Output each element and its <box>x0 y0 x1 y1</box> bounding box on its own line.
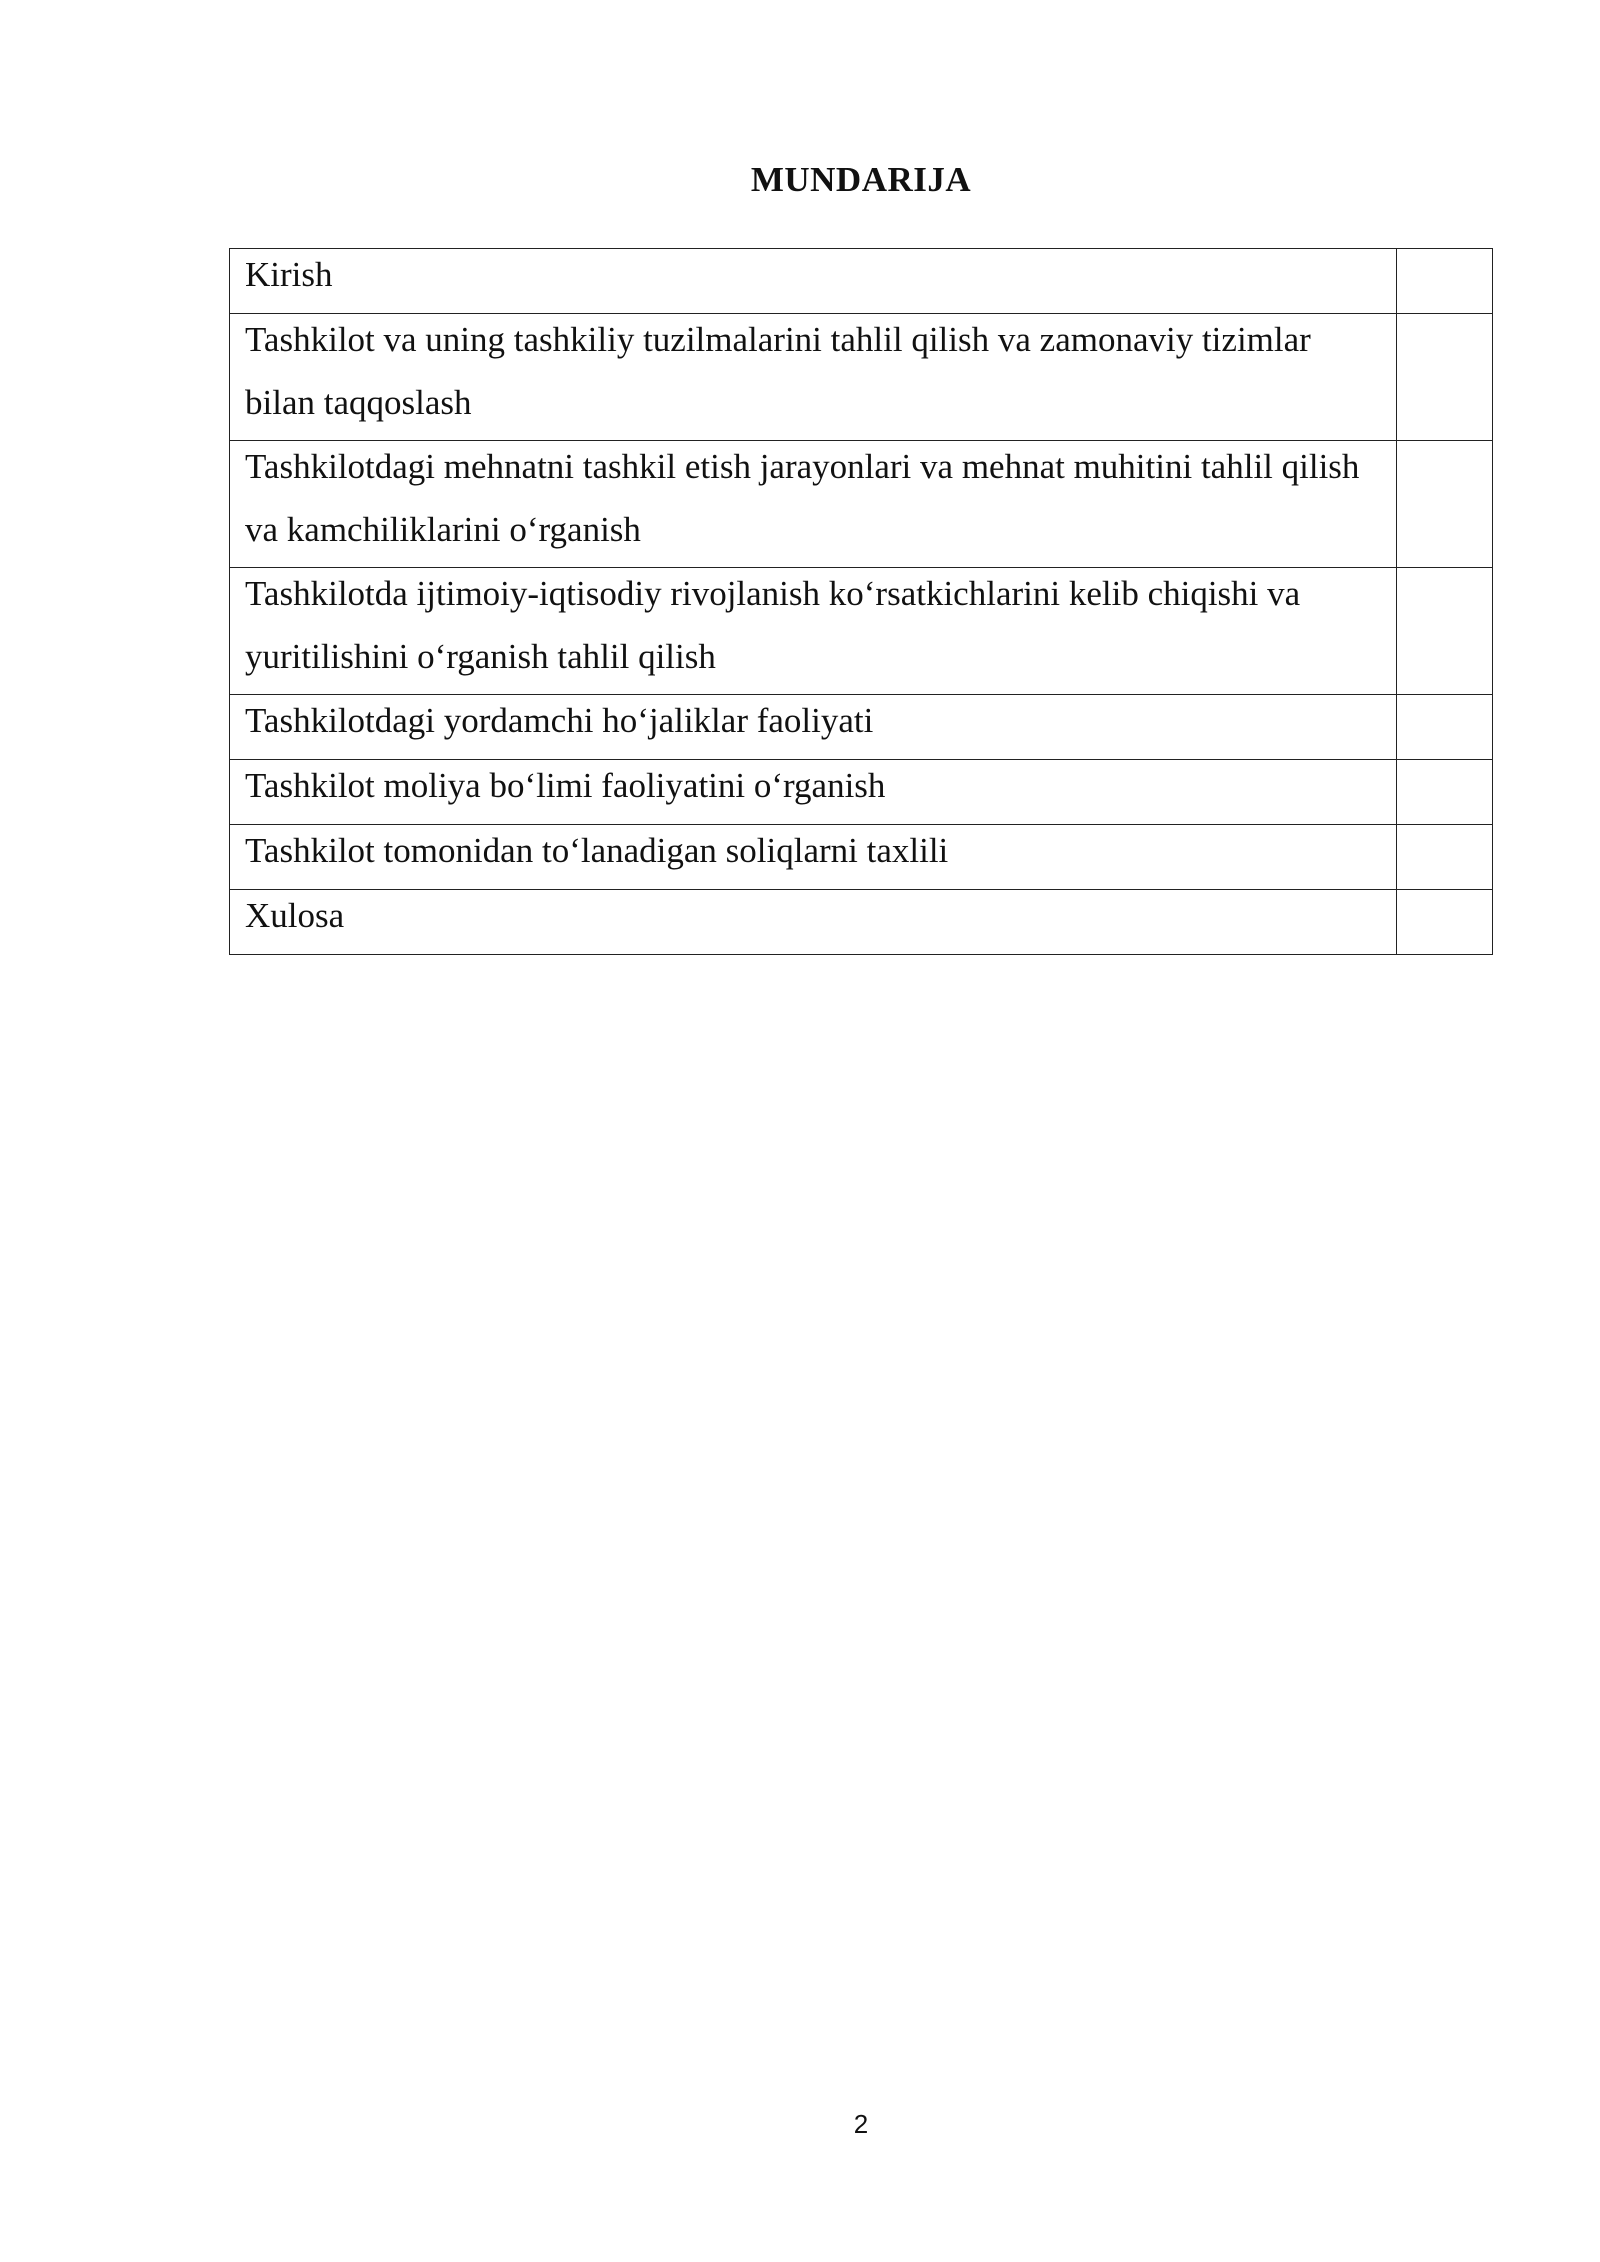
toc-row-auxiliary-farms <box>230 695 1493 760</box>
toc-entry-page <box>1397 890 1493 955</box>
toc-entry-page <box>1397 441 1493 568</box>
toc-entry-page <box>1397 568 1493 695</box>
toc-entry-title: Kirish <box>230 249 1397 314</box>
toc-entry-title: Tashkilotdagi mehnatni tashkil etish jarayonlari va mehnat muhitini tahlil qilish va kamchiliklarini o‘rganish <box>230 441 1397 568</box>
toc-row-tax-analysis <box>230 825 1493 890</box>
toc-entry-page <box>1397 695 1493 760</box>
toc-row-conclusion <box>230 890 1493 955</box>
toc-row-structure-analysis <box>230 314 1493 441</box>
toc-entry-page <box>1397 314 1493 441</box>
toc-entry-title: Tashkilot moliya bo‘limi faoliyatini o‘rganish <box>230 760 1397 825</box>
page-title: MUNDARIJA <box>750 160 972 199</box>
toc-row-introduction <box>230 249 1493 314</box>
toc-entry-page <box>1397 760 1493 825</box>
toc-entry-title: Tashkilotdagi yordamchi ho‘jaliklar faoliyati <box>230 695 1397 760</box>
toc-entry-title: Tashkilot va uning tashkiliy tuzilmalarini tahlil qilish va zamonaviy tizimlar bilan taqqoslash <box>230 314 1397 441</box>
page-number: 2 <box>853 2109 869 2139</box>
toc-entry-page <box>1397 249 1493 314</box>
toc-entry-title: Tashkilot tomonidan to‘lanadigan soliqlarni taxlili <box>230 825 1397 890</box>
toc-row-labor-organization <box>230 441 1493 568</box>
toc-entry-page <box>1397 825 1493 890</box>
table-of-contents <box>229 248 1493 955</box>
toc-entry-title: Tashkilotda ijtimoiy-iqtisodiy rivojlanish ko‘rsatkichlarini kelib chiqishi va yuritilishini o‘rganish tahlil qilish <box>230 568 1397 695</box>
toc-entry-title: Xulosa <box>230 890 1397 955</box>
toc-row-finance-department <box>230 760 1493 825</box>
toc-row-socioeconomic-indicators <box>230 568 1493 695</box>
